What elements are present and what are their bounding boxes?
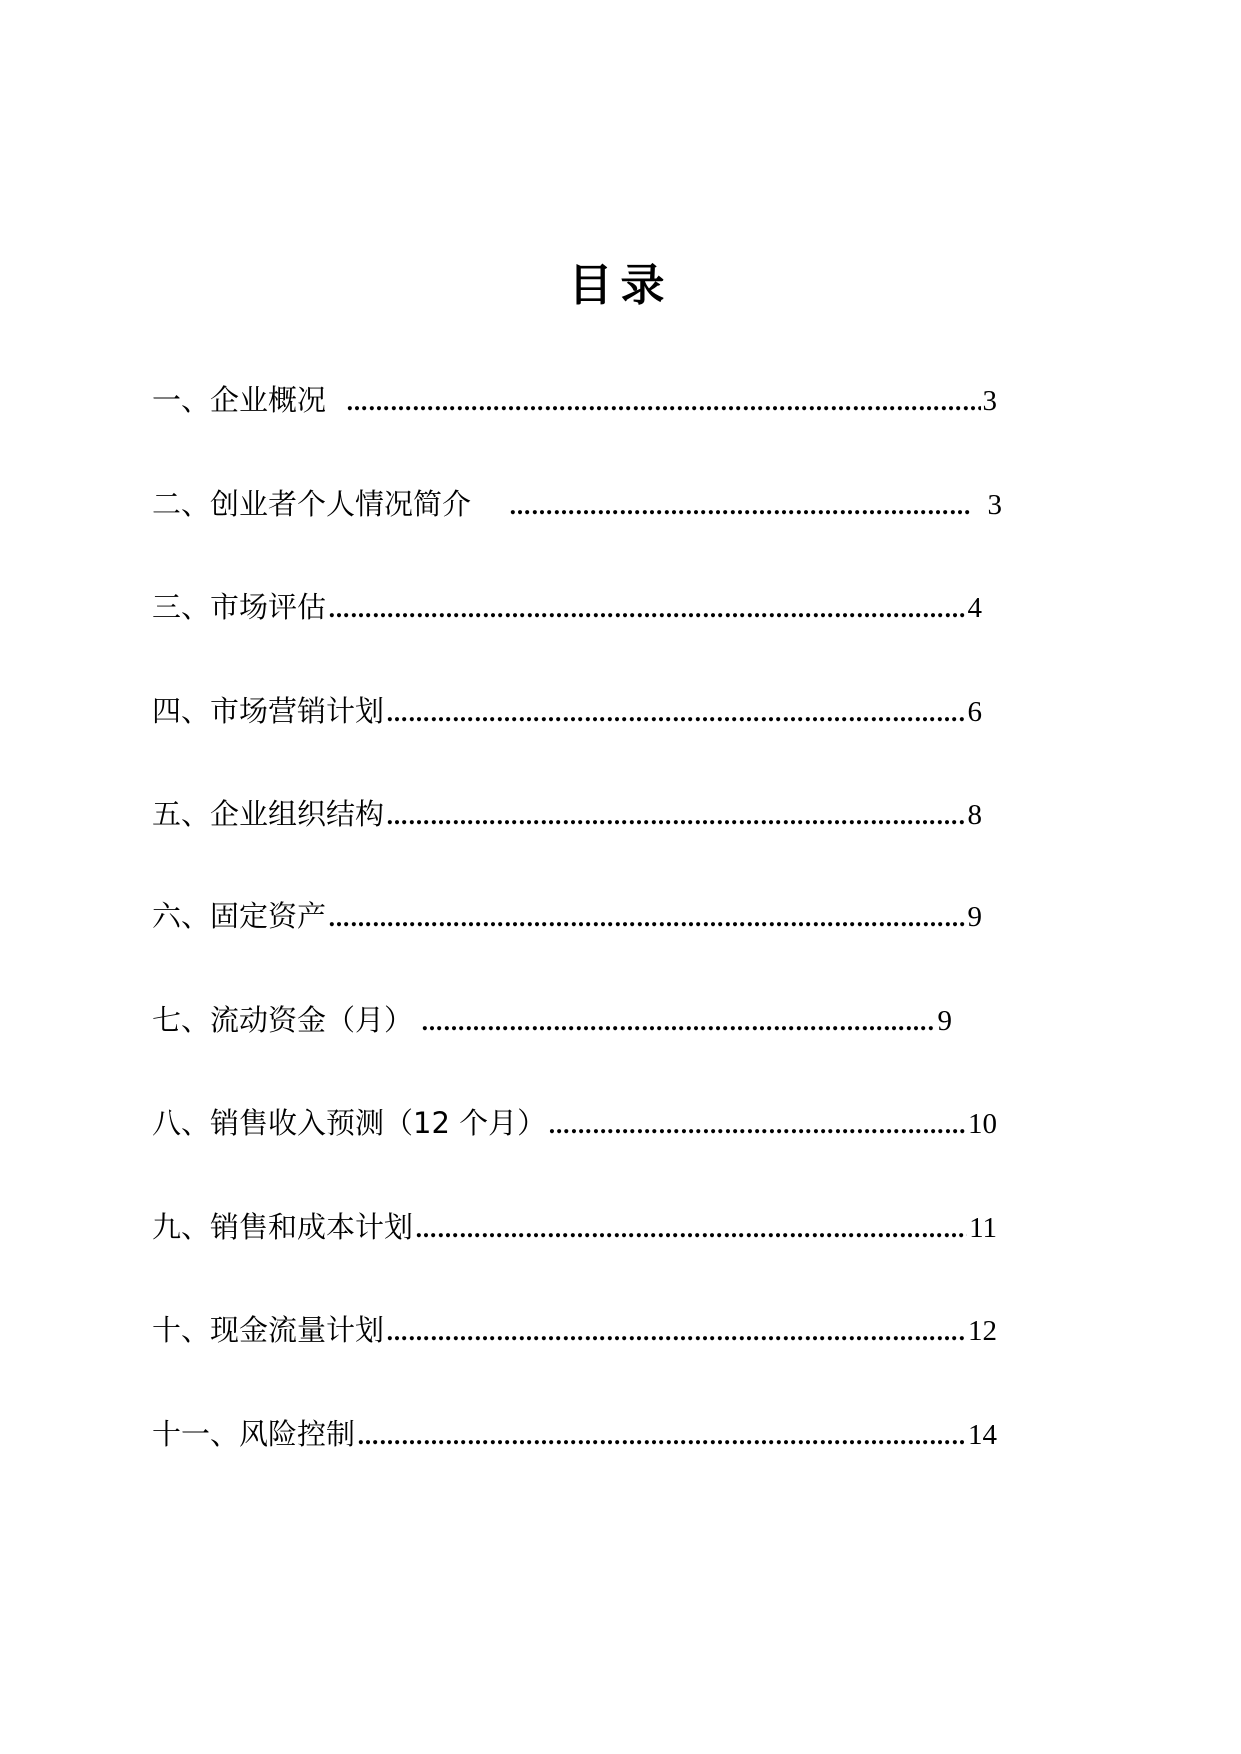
toc-entry [152,1414,997,1454]
toc-entry-page: 12 [968,1315,997,1347]
toc-entry [152,1103,997,1143]
toc-leader [328,590,965,630]
toc-leader [357,1417,966,1457]
toc-entry [152,896,982,936]
toc-entry [152,380,997,420]
toc-title: 目录 [568,260,673,311]
toc-entry-page: 4 [967,592,982,624]
toc-entry-page: 3 [982,385,997,417]
toc-leader [346,383,980,423]
toc-leader [548,1106,966,1146]
toc-entry [152,1207,997,1247]
toc-entry-page: 8 [967,799,982,831]
toc-entry-label: 十、现金流量计划 [152,1313,385,1347]
toc-leader [386,1313,966,1353]
toc-entry-label: 六、固定资产 [152,899,327,933]
toc-entry-label: 一、企业概况 [152,383,327,417]
toc-entry [152,691,982,731]
toc-entry [152,794,982,834]
toc-entry-label: 十一、风险控制 [152,1417,356,1451]
toc-leader [386,694,965,734]
toc-entry-page: 9 [967,901,982,933]
toc-leader [415,1210,967,1250]
toc-leader [509,487,971,527]
toc-entry [152,1000,952,1040]
toc-entry-page: 6 [967,696,982,728]
toc-entry [152,587,982,627]
toc-entry-label: 七、流动资金（月） [152,1003,414,1037]
toc-entry-label: 四、市场营销计划 [152,694,385,728]
toc-entry-page: 9 [937,1005,952,1037]
toc-leader [386,797,965,837]
toc-entry [152,484,1002,524]
toc-entry-label: 五、企业组织结构 [152,797,385,831]
toc-entry-label: 二、创业者个人情况简介 [152,487,472,521]
toc-entry-label: 八、销售收入预测（12 个月） [152,1106,547,1140]
toc-entry-page: 11 [969,1212,997,1244]
toc-entry [152,1310,997,1350]
toc-entry-label: 三、市场评估 [152,590,327,624]
toc-entry-label: 九、销售和成本计划 [152,1210,414,1244]
toc-entry-page: 10 [968,1108,997,1140]
toc-leader [421,1003,935,1043]
toc-leader [328,899,965,939]
toc-entry-page: 14 [968,1419,997,1451]
toc-entry-page: 3 [987,489,1002,521]
